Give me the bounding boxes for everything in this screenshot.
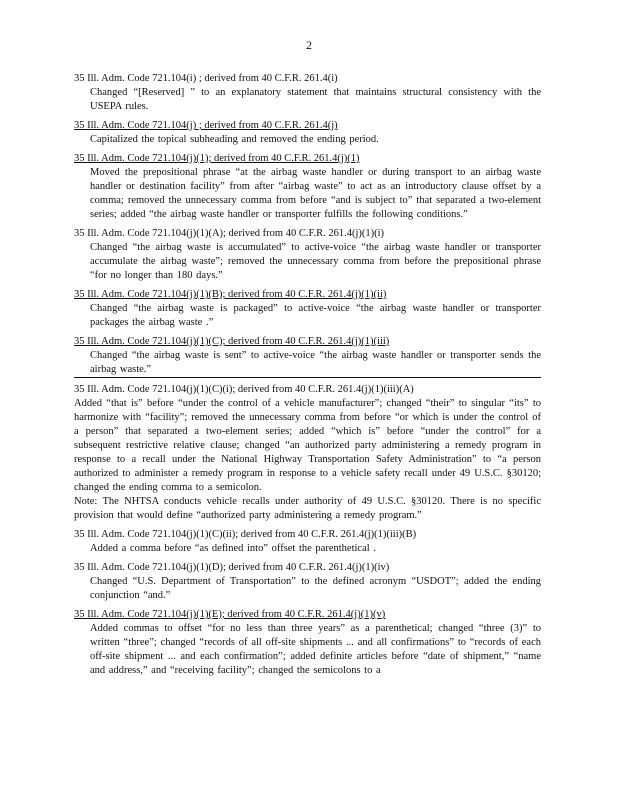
description: Added a comma before “as defined into” offset the parenthetical . (90, 543, 376, 554)
entry-list (74, 72, 541, 683)
amendment-entry (74, 288, 541, 330)
citation: 35 Ill. Adm. Code 721.104(j)(1)(C); derived from 40 C.F.R. 261.4(j)(1)(iii) (74, 336, 390, 347)
description: Changed “[Reserved] ” to an explanatory statement that maintains structural consistency with the USEPA rules. (90, 87, 541, 112)
amendment-entry (74, 528, 541, 556)
citation: 35 Ill. Adm. Code 721.104(j)(1)(C)(i); derived from 40 C.F.R. 261.4(j)(1)(iii)(A) (74, 384, 414, 395)
citation: 35 Ill. Adm. Code 721.104(j) ; derived from 40 C.F.R. 261.4(j) (74, 120, 338, 131)
description: Changed “the airbag waste is accumulated” to active-voice “the airbag waste handler or transporter accumulate the airbag waste”; removed the unnecessary comma from before the prepositional phrase “for no longer than 180 days.” (90, 242, 541, 281)
description: Changed “the airbag waste is packaged” to active-voice “the airbag waste handler or transporter packages the airbag waste .” (90, 303, 541, 328)
amendment-entry (74, 561, 541, 603)
citation: 35 Ill. Adm. Code 721.104(i) ; derived from 40 C.F.R. 261.4(i) (74, 73, 338, 84)
description: Moved the prepositional phrase “at the airbag waste handler or during transport to an airbag waste handler or destination facility” from after “airbag waste” to act as an introductory clause offset by a comma; removed the unnecessary comma from before “and is subject to” that separated a two-element series; added “the airbag waste handler or transporter fulfills the following conditions.” (90, 167, 541, 220)
amendment-entry (74, 383, 541, 523)
description: Changed “the airbag waste is sent” to active-voice “the airbag waste handler or transporter sends the airbag waste.” (74, 349, 541, 378)
page-number: 2 (306, 38, 312, 52)
citation: 35 Ill. Adm. Code 721.104(j)(1)(B); derived from 40 C.F.R. 261.4(j)(1)(ii) (74, 289, 387, 300)
citation: 35 Ill. Adm. Code 721.104(j)(1)(C)(ii); derived from 40 C.F.R. 261.4(j)(1)(iii)(B) (74, 529, 417, 540)
description: Changed “U.S. Department of Transportation” to the defined acronym “USDOT”; added the ending conjunction “and.” (90, 576, 541, 601)
amendment-entry (74, 335, 541, 378)
amendment-entry (74, 72, 541, 114)
amendment-entry (74, 152, 541, 222)
description: Capitalized the topical subheading and removed the ending period. (90, 134, 379, 145)
description: Added commas to offset “for no less than three years” as a parenthetical; changed “three (3)” to written “three”; changed “records of all off-site shipments ... and all confirmations” to “records of each off-site shipment ... and each confirmation”; added definite articles before “date of shipment,” “name and address,” and “receiving facility”; changed the semicolons to a (90, 623, 541, 676)
description: Added “that is” before “under the control of a vehicle manufacturer”; changed “their” to singular “its” to harmonize with “facility”; removed the unnecessary comma from before “or which is under the control of a person” that separated a two-element series; added “which is” before “under the control” for a subsequent restrictive relative clause; changed “an authorized party administering a remedy program in response to a recall under the National Highway Transportation Safety Administration” to “a person authorized to administer a remedy program in response to a vehicle safety recall under 49 U.S.C. §30120; changed the ending comma to a semicolon. (74, 398, 541, 493)
amendment-entry (74, 227, 541, 283)
note: Note: The NHTSA conducts vehicle recalls under authority of 49 U.S.C. §30120. There is no specific provision that would define “authorized party administering a remedy program.” (74, 496, 541, 521)
citation: 35 Ill. Adm. Code 721.104(j)(1)(E); derived from 40 C.F.R. 261.4(j)(1)(v) (74, 609, 386, 620)
citation: 35 Ill. Adm. Code 721.104(j)(1); derived from 40 C.F.R. 261.4(j)(1) (74, 153, 360, 164)
citation: 35 Ill. Adm. Code 721.104(j)(1)(A); derived from 40 C.F.R. 261.4(j)(1)(i) (74, 228, 385, 239)
amendment-entry (74, 608, 541, 678)
citation: 35 Ill. Adm. Code 721.104(j)(1)(D); derived from 40 C.F.R. 261.4(j)(1)(iv) (74, 562, 390, 573)
amendment-entry (74, 119, 541, 147)
